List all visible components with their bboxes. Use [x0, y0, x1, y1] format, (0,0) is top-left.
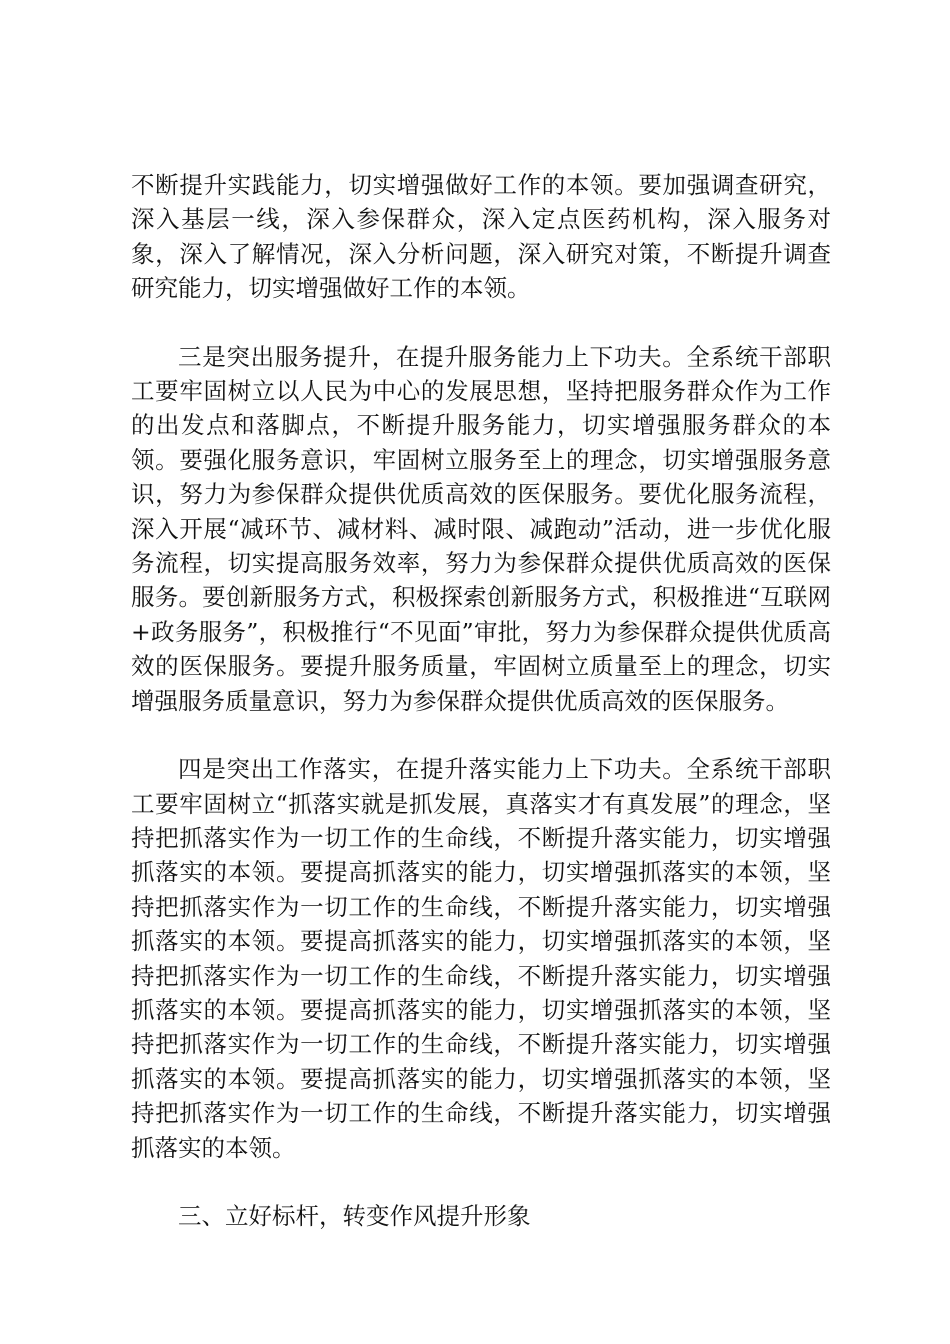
paragraph-service-improvement: 三是突出服务提升，在提升服务能力上下功夫。全系统干部职工要牢固树立以人民为中心的发展思想，坚持把服务群众作为工作的出发点和落脚点，不断提升服务能力，切实增强服务群众的本领。要强化服务意识，牢固树立服务至上的理念，切实增强服务意识，努力为参保群众提供优质高效的医保服务。要优化服务流程，深入开展“减环节、减材料、减时限、减跑动”活动，进一步优化服务流程，切实提高服务效率，努力为参保群众提供优质高效的医保服务。要创新服务方式，积极探索创新服务方式，积极推进“互联网+政务服务”，积极推行“不见面”审批，努力为参保群众提供优质高效的医保服务。要提升服务质量，牢固树立质量至上的理念，切实增强服务质量意识，努力为参保群众提供优质高效的医保服务。	[131, 342, 831, 715]
paragraph-continuation: 不断提升实践能力，切实增强做好工作的本领。要加强调查研究，深入基层一线，深入参保群众，深入定点医药机构，深入服务对象，深入了解情况，深入分析问题，深入研究对策，不断提升调查研究能力，切实增强做好工作的本领。	[131, 171, 831, 303]
paragraph-work-implementation: 四是突出工作落实，在提升落实能力上下功夫。全系统干部职工要牢固树立“抓落实就是抓发展，真落实才有真发展”的理念，坚持把抓落实作为一切工作的生命线，不断提升落实能力，切实增强抓落实的本领。要提高抓落实的能力，切实增强抓落实的本领，坚持把抓落实作为一切工作的生命线，不断提升落实能力，切实增强抓落实的本领。要提高抓落实的能力，切实增强抓落实的本领，坚持把抓落实作为一切工作的生命线，不断提升落实能力，切实增强抓落实的本领。要提高抓落实的能力，切实增强抓落实的本领，坚持把抓落实作为一切工作的生命线，不断提升落实能力，切实增强抓落实的本领。要提高抓落实的能力，切实增强抓落实的本领，坚持把抓落实作为一切工作的生命线，不断提升落实能力，切实增强抓落实的本领。	[131, 755, 831, 1162]
document-body	[131, 168, 831, 1233]
section-heading: 三、立好标杆，转变作风提升形象	[178, 1201, 531, 1230]
